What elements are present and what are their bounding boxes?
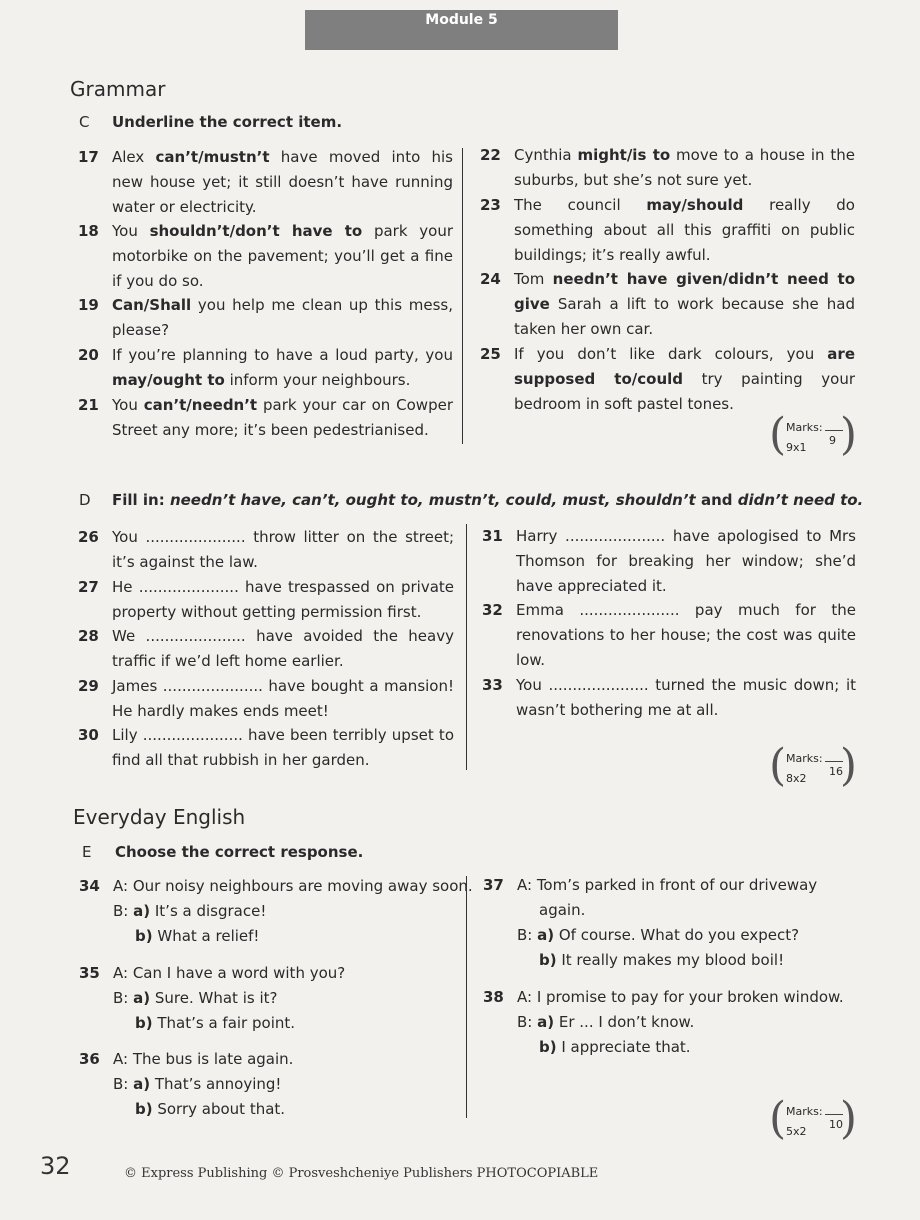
question-item <box>480 267 855 342</box>
marks-box-c: ( ) Marks: 9x1 9 <box>769 409 857 460</box>
question-number: 27 <box>78 578 99 596</box>
question-number: 36 <box>79 1050 100 1068</box>
task-letter: E <box>82 843 92 861</box>
question-number: 22 <box>480 146 501 164</box>
question-item <box>480 193 855 268</box>
speaker-a-line: A: Our noisy neighbours are moving away soon. <box>113 877 473 895</box>
speaker-a-line: A: I promise to pay for your broken window. <box>517 988 844 1006</box>
question-number: 23 <box>480 196 501 214</box>
response-option-a: B: a) Sure. What is it? <box>113 989 278 1007</box>
question-text: James ..................... have bought a mansion! He hardly makes ends meet! <box>112 677 454 720</box>
question-item <box>78 525 454 575</box>
question-item <box>78 393 453 443</box>
response-option-b: b) Sorry about that. <box>135 1100 286 1118</box>
response-option-a: B: a) Of course. What do you expect? <box>517 926 800 944</box>
question-item <box>78 723 454 773</box>
marks-total: 16 <box>829 765 843 778</box>
question-item <box>78 674 454 724</box>
question-item <box>78 575 454 625</box>
question-text: Can/Shall you help me clean up this mess, please? <box>112 296 453 339</box>
dialogue-item <box>483 873 863 973</box>
question-item <box>482 524 856 599</box>
question-number: 35 <box>79 964 100 982</box>
speaker-a-line: A: The bus is late again. <box>113 1050 294 1068</box>
response-option-a: B: a) Er ... I don’t know. <box>517 1013 695 1031</box>
question-item <box>78 624 454 674</box>
response-option-b: b) That’s a fair point. <box>135 1014 296 1032</box>
dialogue-item <box>483 985 863 1060</box>
response-option-b: b) What a relief! <box>135 927 260 945</box>
question-number: 20 <box>78 346 99 364</box>
question-text: Harry ..................... have apologised to Mrs Thomson for breaking her window; she’d have appreciated it. <box>516 527 856 595</box>
marks-total: 10 <box>829 1118 843 1131</box>
page-number: 32 <box>40 1152 71 1180</box>
question-text: Emma ..................... pay much for the renovations to her house; the cost was quite low. <box>516 601 856 669</box>
marks-calc: 8x2 <box>786 772 807 785</box>
question-number: 32 <box>482 601 503 619</box>
question-number: 34 <box>79 877 100 895</box>
marks-calc: 5x2 <box>786 1125 807 1138</box>
question-text: You ..................... throw litter on the street; it’s against the law. <box>112 528 454 571</box>
question-number: 33 <box>482 676 503 694</box>
question-item <box>482 598 856 673</box>
response-option-a: B: a) That’s annoying! <box>113 1075 282 1093</box>
question-item <box>78 293 453 343</box>
question-text: If you don’t like dark colours, you are supposed to/could try painting your bedroom in soft pastel tones. <box>514 345 855 413</box>
question-text: We ..................... have avoided the heavy traffic if we’d left home earlier. <box>112 627 454 670</box>
column-divider <box>466 876 467 1118</box>
task-letter: D <box>79 491 91 509</box>
question-item <box>78 343 453 393</box>
question-number: 31 <box>482 527 503 545</box>
speaker-a-line: A: Tom’s parked in front of our driveway <box>517 876 818 894</box>
question-text: Alex can’t/mustn’t have moved into his new house yet; it still doesn’t have running water or electricity. <box>112 148 453 216</box>
question-number: 38 <box>483 988 504 1006</box>
marks-label: Marks: <box>786 421 823 434</box>
question-number: 25 <box>480 345 501 363</box>
question-number: 24 <box>480 270 501 288</box>
question-item <box>480 342 855 417</box>
copyright-notice: © Express Publishing © Prosveshcheniye Publishers PHOTOCOPIABLE <box>124 1166 599 1181</box>
question-number: 17 <box>78 148 99 166</box>
question-text: If you’re planning to have a loud party, you may/ought to inform your neighbours. <box>112 346 453 389</box>
question-number: 18 <box>78 222 99 240</box>
dialogue-item <box>79 874 473 949</box>
task-instruction: Fill in: needn’t have, can’t, ought to, mustn’t, could, must, shouldn’t and didn’t need to. <box>112 491 864 509</box>
marks-label: Marks: <box>786 752 823 765</box>
question-number: 21 <box>78 396 99 414</box>
question-text: You shouldn’t/don’t have to park your motorbike on the pavement; you’ll get a fine if you do so. <box>112 222 453 290</box>
response-option-a: B: a) It’s a disgrace! <box>113 902 267 920</box>
section-title-everyday-english: Everyday English <box>73 805 246 829</box>
question-number: 28 <box>78 627 99 645</box>
task-letter: C <box>79 113 90 131</box>
task-d-header <box>79 491 899 511</box>
question-text: Lily ..................... have been terribly upset to find all that rubbish in her garden. <box>112 726 454 769</box>
speaker-a-line: A: Can I have a word with you? <box>113 964 346 982</box>
dialogue-item <box>79 1047 459 1122</box>
response-option-b: b) It really makes my blood boil! <box>539 951 785 969</box>
question-item <box>480 143 855 193</box>
marks-box-e: ( ) Marks: 5x2 10 <box>769 1093 857 1144</box>
marks-box-d: ( ) Marks: 8x2 16 <box>769 740 857 791</box>
question-text: The council may/should really do something about all this graffiti on public buildings; it’s really awful. <box>514 196 855 264</box>
question-text: You ..................... turned the music down; it wasn’t bothering me at all. <box>516 676 856 719</box>
marks-calc: 9x1 <box>786 441 807 454</box>
speaker-a-line-cont: again. <box>539 901 586 919</box>
marks-total: 9 <box>829 434 836 447</box>
question-number: 29 <box>78 677 99 695</box>
question-text: Cynthia might/is to move to a house in the suburbs, but she’s not sure yet. <box>514 146 856 189</box>
task-instruction: Choose the correct response. <box>115 843 364 861</box>
marks-label: Marks: <box>786 1105 823 1118</box>
question-item <box>482 673 856 723</box>
question-number: 30 <box>78 726 99 744</box>
question-number: 26 <box>78 528 99 546</box>
column-divider <box>466 524 467 770</box>
question-text: He ..................... have trespassed on private property without getting permission first. <box>112 578 454 621</box>
response-option-b: b) I appreciate that. <box>539 1038 691 1056</box>
module-header-bar <box>305 10 618 50</box>
dialogue-item <box>79 961 459 1036</box>
question-text: Tom needn’t have given/didn’t need to give Sarah a lift to work because she had taken her own car. <box>514 270 855 338</box>
question-number: 19 <box>78 296 99 314</box>
question-item <box>78 219 453 294</box>
section-title-grammar: Grammar <box>70 77 166 101</box>
module-label: Module 5 <box>425 12 498 28</box>
question-number: 37 <box>483 876 504 894</box>
question-item <box>78 145 453 220</box>
column-divider <box>462 148 463 444</box>
task-instruction: Underline the correct item. <box>112 113 343 131</box>
task-e-header <box>82 843 862 863</box>
task-c-header <box>79 113 859 133</box>
question-text: You can’t/needn’t park your car on Cowper Street any more; it’s been pedestrianised. <box>112 396 453 439</box>
